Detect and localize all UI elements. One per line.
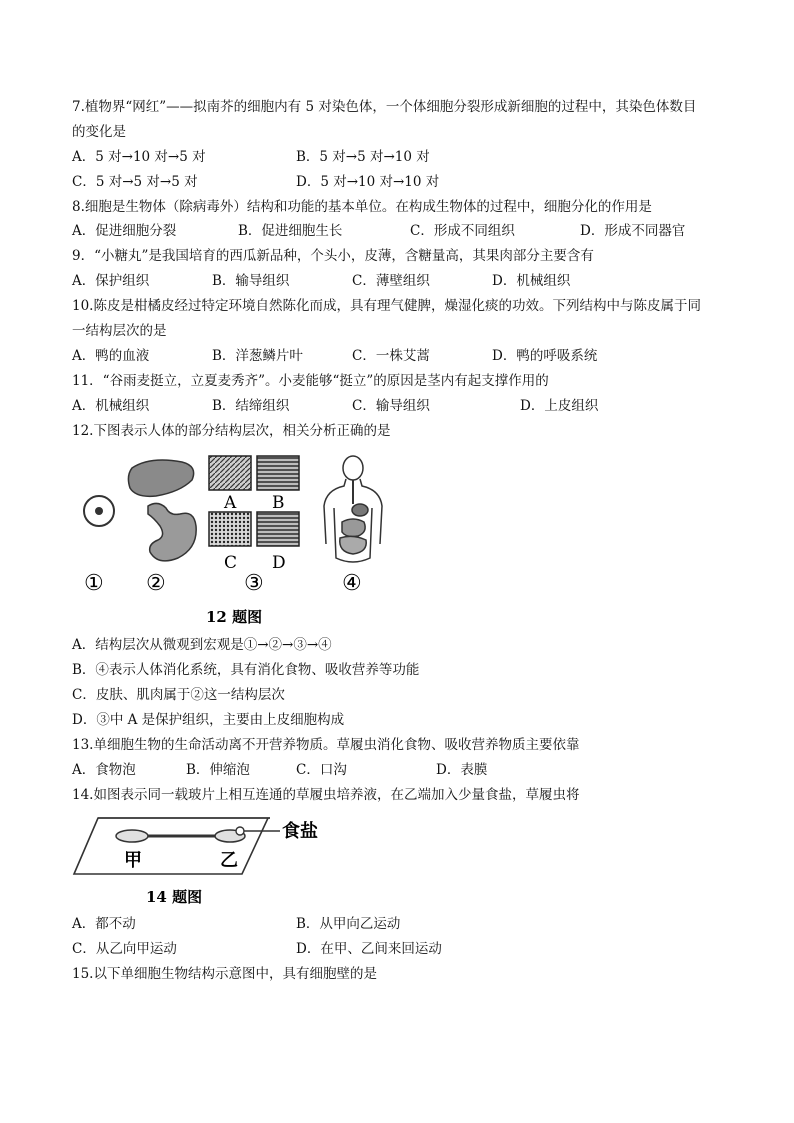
q11-option-a: A．机械组织	[72, 398, 150, 414]
organ-illustration	[128, 460, 196, 561]
salt-grain	[236, 827, 244, 835]
q7-option-b: B．5 对→5 对→10 对	[296, 149, 430, 165]
q12-option-d: D．③中 A 是保护组织，主要由上皮细胞构成	[72, 712, 345, 728]
q12-option-b: B．④表示人体消化系统，具有消化食物、吸收营养等功能	[72, 662, 420, 678]
q14-caption: 14 题图	[146, 888, 203, 906]
q14-stem: 14.如图表示同一载玻片上相互连通的草履虫培养液，在乙端加入少量食盐，草履虫将	[72, 787, 580, 803]
q8-option-d: D．形成不同器官	[580, 223, 686, 239]
q13-stem: 13.单细胞生物的生命活动离不开营养物质。草履虫消化食物、吸收营养物质主要依靠	[72, 737, 580, 753]
q13-option-d: D．表膜	[436, 762, 488, 778]
q12-option-a: A．结构层次从微观到宏观是①→②→③→④	[72, 637, 332, 653]
q7-stem-line1: 7.植物界“网红”——拟南芥的细胞内有 5 对染色体，一个体细胞分裂形成新细胞的过程中，其染色体数目	[72, 99, 697, 115]
q10-option-d: D．鸭的呼吸系统	[492, 348, 598, 364]
q14-option-b: B．从甲向乙运动	[296, 916, 401, 932]
q8-option-a: A．促进细胞分裂	[72, 223, 177, 239]
tissue-letter-a: A	[224, 493, 237, 513]
q12-stem: 12.下图表示人体的部分结构层次，相关分析正确的是	[72, 423, 391, 439]
q14-option-c: C．从乙向甲运动	[72, 941, 177, 957]
q14-option-a: A．都不动	[72, 916, 136, 932]
q7-option-d: D．5 对→10 对→10 对	[296, 174, 440, 190]
culture-drops	[116, 827, 280, 842]
q13-option-a: A．食物泡	[72, 762, 136, 778]
q9-option-d: D．机械组织	[492, 273, 571, 289]
q12-option-c: C．皮肤、肌肉属于②这一结构层次	[72, 687, 285, 703]
q10-stem-line2: 一结构层次的是	[72, 323, 167, 339]
right-label: 乙	[220, 850, 238, 871]
q9-option-b: B．输导组织	[212, 273, 290, 289]
q14-figure	[70, 810, 340, 910]
q10-option-b: B．洋葱鳞片叶	[212, 348, 303, 364]
q11-option-d: D．上皮组织	[520, 398, 599, 414]
label-2: ②	[146, 571, 166, 596]
label-3: ③	[244, 571, 264, 596]
q7-option-a: A．5 对→10 对→5 对	[72, 149, 206, 165]
q9-option-a: A．保护组织	[72, 273, 150, 289]
q8-stem: 8.细胞是生物体（除病毒外）结构和功能的基本单位。在构成生物体的过程中，细胞分化的作用是	[72, 199, 652, 215]
cell-illustration	[84, 496, 114, 526]
q11-stem: 11．“谷雨麦挺立，立夏麦秀齐”。小麦能够“挺立”的原因是茎内有起支撑作用的	[72, 373, 549, 389]
q13-option-b: B．伸缩泡	[186, 762, 250, 778]
salt-label: 食盐	[282, 821, 318, 842]
q10-stem-line1: 10.陈皮是柑橘皮经过特定环境自然陈化而成，具有理气健脾，燥湿化痰的功效。下列结构中与陈皮属于同	[72, 298, 701, 314]
q13-option-c: C．口沟	[296, 762, 347, 778]
q11-option-c: C．输导组织	[352, 398, 430, 414]
left-label: 甲	[124, 850, 142, 871]
human-body-illustration	[324, 456, 382, 562]
tissue-letter-d: D	[272, 553, 286, 573]
q10-option-c: C．一株艾蒿	[352, 348, 430, 364]
q7-option-c: C．5 对→5 对→5 对	[72, 174, 198, 190]
q8-option-c: C．形成不同组织	[410, 223, 515, 239]
q10-option-a: A．鸭的血液	[72, 348, 150, 364]
tissue-letter-b: B	[272, 493, 285, 513]
q9-option-c: C．薄壁组织	[352, 273, 430, 289]
q11-option-b: B．结缔组织	[212, 398, 290, 414]
label-4: ④	[342, 571, 362, 596]
tissue-letter-c: C	[224, 553, 238, 573]
q14-option-d: D．在甲、乙间来回运动	[296, 941, 442, 957]
label-1: ①	[84, 571, 104, 596]
q7-stem-line2: 的变化是	[72, 124, 126, 140]
q15-stem: 15.以下单细胞生物结构示意图中，具有细胞壁的是	[72, 966, 377, 982]
q12-caption: 12 题图	[206, 608, 263, 626]
q9-stem: 9．“小糖丸”是我国培育的西瓜新品种，个头小，皮薄，含糖量高，其果肉部分主要含有	[72, 248, 594, 264]
tissue-illustration	[209, 456, 299, 573]
q12-figure	[70, 448, 400, 628]
q8-option-b: B．促进细胞生长	[238, 223, 343, 239]
